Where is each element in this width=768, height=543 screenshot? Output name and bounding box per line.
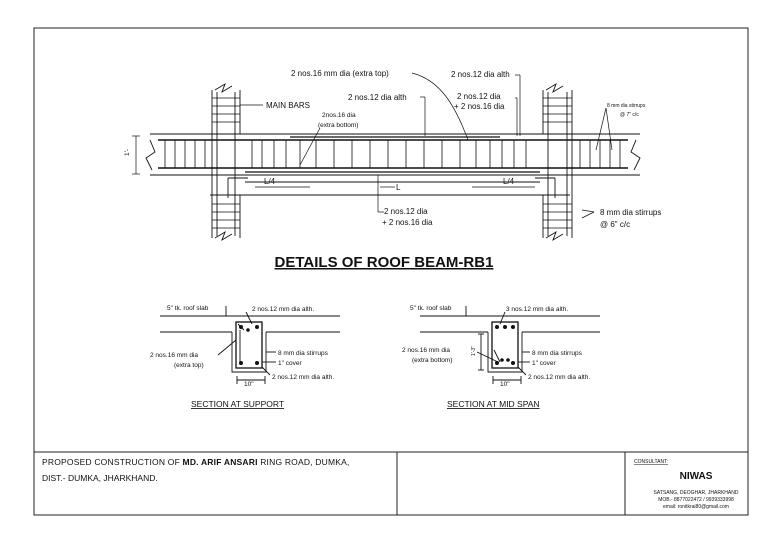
section-support-bars [239,325,259,365]
support-cover: 1" cover [278,360,302,367]
support-extra-2: (extra top) [174,362,204,369]
midspan-depth: 1'-3" [471,346,477,356]
midspan-extra-1: 2 nos.16 mm dia [402,347,451,354]
midspan-bottom-bars: 2 nos.12 mm dia alth. [528,374,591,381]
label-stirrups-bottom-1: 8 mm dia stirrups [600,208,662,217]
midspan-extra-2: (extra bottom) [412,357,453,364]
label-stirrups-bottom-2: @ 6" c/c [600,220,631,229]
label-depth-dim: 1'- [124,148,131,156]
label-alth-right: 2 nos.12 dia alth [451,70,510,79]
firm-name: NIWAS [679,471,713,482]
support-bottom-bars: 2 nos.12 mm dia alth. [272,374,335,381]
midspan-top-bars: 3 nos.12 mm dia alth. [506,306,569,313]
label-top-right-1: 2 nos.12 dia [457,92,501,101]
label-alth-left: 2 nos.12 dia alth [348,93,407,102]
support-stirrups: 8 mm dia stirrups [278,350,328,357]
midspan-slab: 5" tk. roof slab [410,305,452,312]
label-top-right-2: + 2 nos.16 dia [454,102,505,111]
label-main-bars: MAIN BARS [266,101,311,110]
section-midspan [420,306,600,384]
support-top-bars: 2 nos.12 mm dia alth. [252,306,315,313]
project-line-2: DIST.- DUMKA, JHARKHAND. [42,473,158,483]
label-extra-bottom-2: (extra bottom) [318,122,359,129]
label-extra-top: 2 nos.16 mm dia (extra top) [291,69,389,78]
label-extra-bottom-1: 2nos.16 dia [322,112,356,119]
midspan-stirrups: 8 mm dia stirrups [532,350,582,357]
label-stirrups-top-2: @ 7" c/c [620,112,639,118]
firm-address: SATSANG, DEOGHAR, JHARKHAND [653,490,739,496]
support-width: 10" [244,381,254,388]
project-line-1: PROPOSED CONSTRUCTION OF MD. ARIF ANSARI RING ROAD, DUMKA, [42,457,350,467]
section-support [160,306,340,384]
firm-phone: MOB.- 8877022472 / 9939333998 [658,497,734,503]
consultant-label: CONSULTANT: [634,459,668,465]
midspan-caption: SECTION AT MID SPAN [447,399,540,409]
label-stirrups-top-1: 8 mm dia stirrups [607,103,646,109]
firm-email: email: ronitkrai80@gmail.com [663,504,729,510]
label-l-quarter-right: L/4 [503,177,515,186]
label-l-span: L [396,183,401,192]
drawing-title: DETAILS OF ROOF BEAM-RB1 [274,254,494,271]
midspan-cover: 1" cover [532,360,556,367]
support-extra-1: 2 nos.16 mm dia [150,352,199,359]
label-bottom-bars-1: 2 nos.12 dia [384,207,428,216]
midspan-width: 10" [500,381,510,388]
beam-elevation [146,84,640,240]
label-l-quarter-left: L/4 [264,177,276,186]
support-slab: 5" tk. roof slab [167,305,209,312]
support-caption: SECTION AT SUPPORT [191,399,285,409]
label-bottom-bars-2: + 2 nos.16 dia [382,218,433,227]
